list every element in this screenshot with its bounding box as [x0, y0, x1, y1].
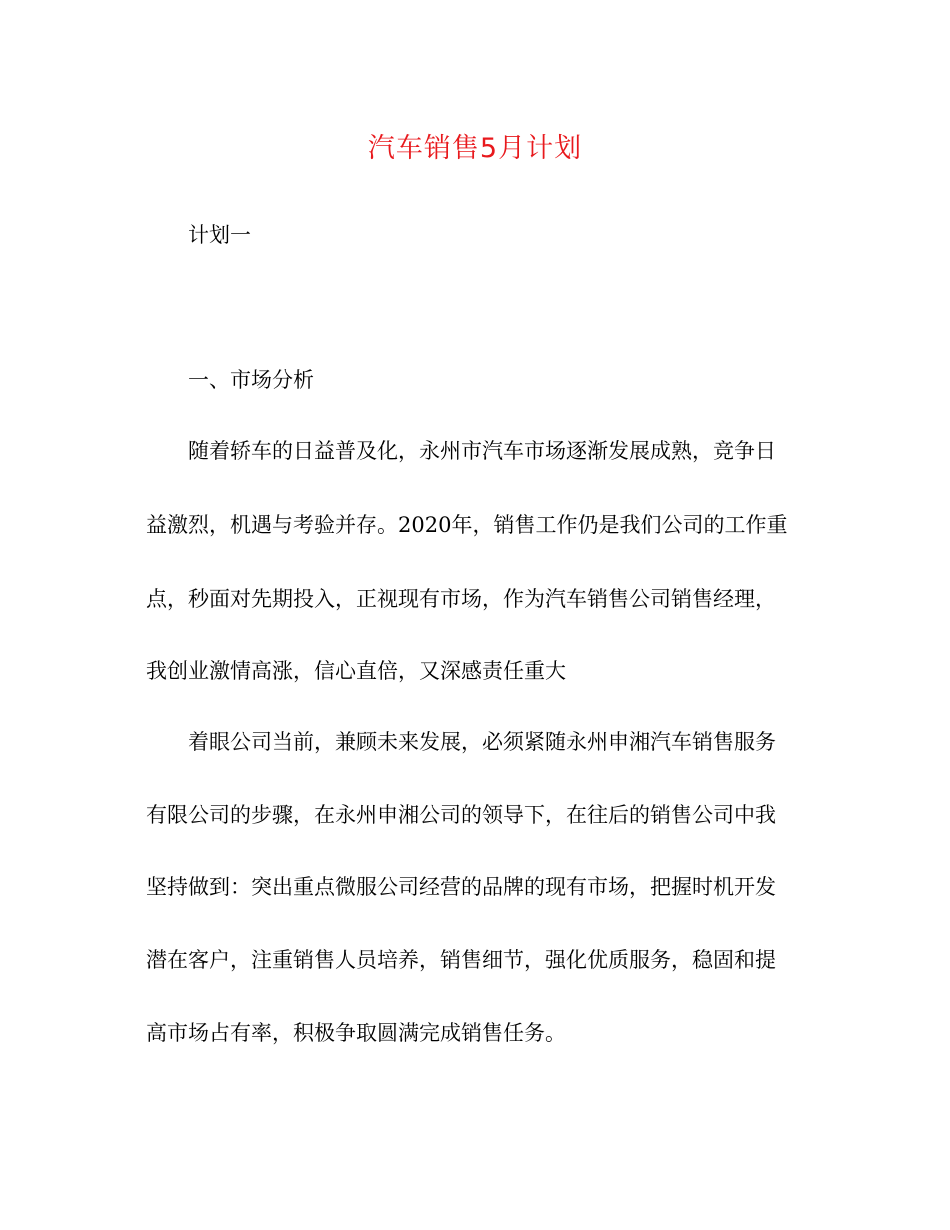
document-title: 汽车销售5月计划: [367, 133, 583, 164]
paragraph-line: 高市场占有率，积极争取圆满完成销售任务。: [146, 1021, 566, 1045]
paragraph-line: 随着轿车的日益普及化，永州市汽车市场逐渐发展成熟，竞争日: [188, 439, 776, 463]
paragraph-line: 益激烈，机遇与考验并存。2020年，销售工作仍是我们公司的工作重: [146, 513, 788, 537]
paragraph-line: 有限公司的步骤，在永州申湘公司的领导下，在往后的销售公司中我: [146, 803, 776, 827]
paragraph-line: 点，秒面对先期投入，正视现有市场，作为汽车销售公司销售经理，: [146, 587, 776, 611]
plan-label: 计划一: [188, 223, 251, 247]
paragraph-line: 坚持做到：突出重点微服公司经营的品牌的现有市场，把握时机开发: [146, 875, 776, 899]
section-heading: 一、市场分析: [188, 368, 314, 392]
paragraph-line: 我创业激情高涨，信心直倍，又深感责任重大: [146, 659, 566, 683]
paragraph-line: 着眼公司当前，兼顾未来发展，必须紧随永州申湘汽车销售服务: [188, 730, 776, 754]
paragraph-line: 潜在客户，注重销售人员培养，销售细节，强化优质服务，稳固和提: [146, 948, 776, 972]
